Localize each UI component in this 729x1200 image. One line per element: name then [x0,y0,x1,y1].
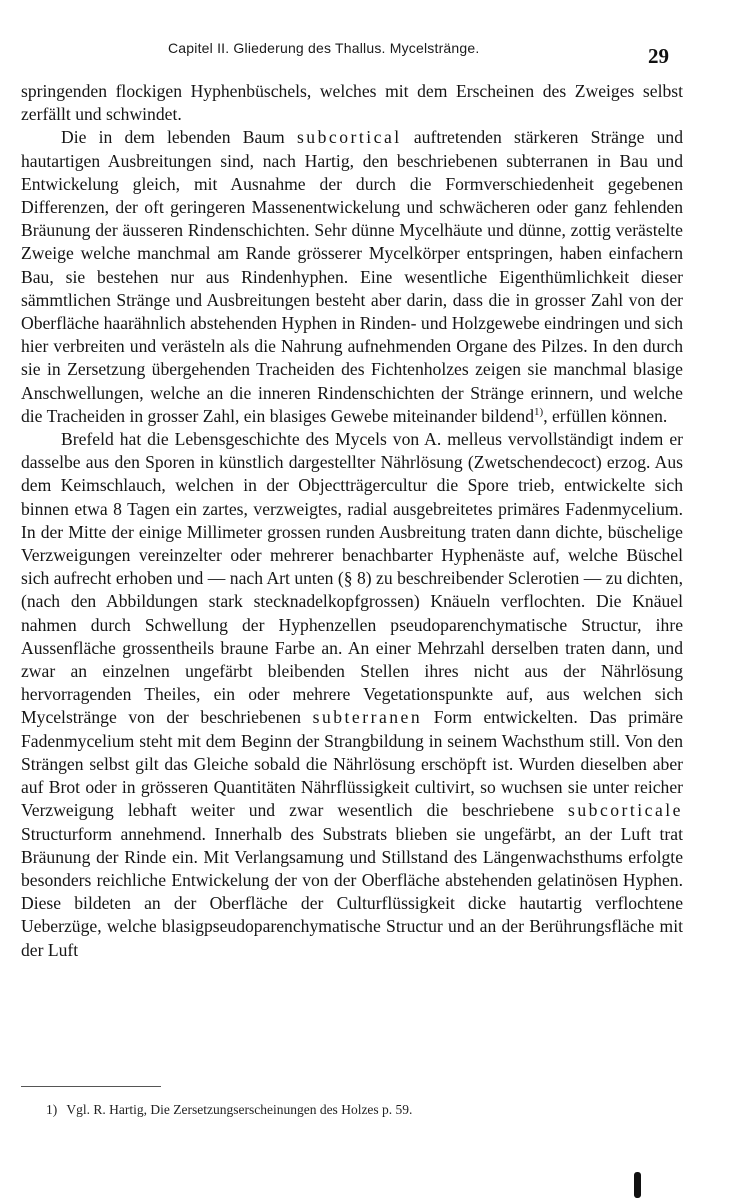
footnote [46,1102,412,1118]
paragraph [21,126,683,428]
paragraph [21,428,683,962]
paragraph [21,80,683,126]
spaced-term: subterranen [312,707,423,728]
footnote-text: Vgl. R. Hartig, Die Zersetzungserscheinungen des Holzes p. 59. [66,1102,413,1117]
page-header [0,38,729,68]
body-text [21,80,683,962]
footnote-reference: 1) [534,405,544,418]
spaced-term: subcortical [296,127,402,148]
running-head: Capitel II. Gliederung des Thallus. Mycelstränge. [168,40,480,56]
text-run: Die in dem lebenden Baum [61,127,297,148]
page-number: 29 [648,44,669,68]
text-run: auftretenden stärkeren Stränge und hautartigen Ausbreitungen sind, nach Hartig, den beschriebenen subterranen in Bau und Entwickelung gleich, mit Ausnahme der durch die Formverschiedenheit gegebenen Differenzen, der oft geringeren Massenentwickelung und schwächeren oder ganz fehlenden Bräunung der äusseren Rindenschichten. Sehr dünne Mycelhäute und dünne, zottig verästelte Zweige welche manchmal am Rande grösserer Mycelkörper entspringen, haben einfachern Bau, sie bestehen nur aus Rindenhyphen. Eine wesentliche Eigenthümlichkeit dieser sämmtlichen Stränge und Ausbreitungen besteht aber darin, dass die in grosser Zahl von der Oberfläche haarähnlich abstehenden Hyphen in Rinden- und Holzgewebe eindringen und sich hier verbreiten und verästeln als die Nahrung aufnehmenden Organe des Pilzes. In den durch sie in Zersetzung übergehenden Tracheiden des Fichtenholzes zeigen sie manchmal blasige Anschwellungen, welche an die inneren Rindenschichten der Stränge erinnern, und welche die Tracheiden in grosser Zahl, ein blasiges Gewebe miteinander bildend [21,127,683,426]
footnote-mark: 1) [46,1102,58,1117]
text-run: springenden flockigen Hyphenbüschels, welches mit dem Erscheinen des Zweiges selbst zerfällt und schwindet. [21,81,683,125]
text-run: Structurform annehmend. Innerhalb des Substrats blieben sie ungefärbt, an der Luft trat Bräunung der Rinde ein. Mit Verlangsamung und Stillstand des Längenwachsthums erfolgte besonders reichliche Entwickelung der von der Oberfläche abstehenden gelatinösen Hyphen. Diese bildeten an der Oberfläche der Culturflüssigkeit dicke hautartig verflochtene Ueberzüge, welche blasigpseudoparenchymatische Structur und an der Berührungsfläche mit der Luft [21,823,683,960]
text-run: Brefeld hat die Lebensgeschichte des Mycels von A. melleus vervollständigt indem er dasselbe aus den Sporen in künstlich dargestellter Nährlösung (Zwetschendecoct) erzog. Aus dem Keimschlauch, welchen in der Objectträgercultur die Spore trieb, entwickelte sich binnen etwa 8 Tagen ein zartes, verzweigtes, radial ausgebreitetes primäres Fadenmycelium. In der Mitte der einige Millimeter grossen runden Ausbreitung traten dann dichte, büschelige Verzweigungen vereinzelter oder mehrerer benachbarter Hyphenäste auf, welche Büschel sich aufrecht erhoben und — nach Art unten (§ 8) zu beschreibender Sclerotien — zu dichten, (nach den Abbildungen stark stecknadelkopfgrossen) Knäueln verflochten. Die Knäuel nahmen durch Schwellung der Hyphenzellen pseudoparenchymatische Structur, ihre Aussenfläche grossentheils braune Farbe an. An einer Mehrzahl derselben traten dann, und zwar an einzelnen ungefärbt bleibenden Stellen ihres nicht aus der Nährlösung hervorragenden Theiles, ein oder mehrere Vegetationspunkte auf, aus welchen sich Mycelstränge von der beschriebenen [21,429,683,728]
ink-blot [634,1172,641,1198]
text-run: Form entwickelten. Das primäre Fadenmycelium steht mit dem Beginn der Strangbildung in seinem Wachsthum still. Von den Strängen selbst gilt das Gleiche sobald die Nährlösung erschöpft ist. Wurden dieselben aber auf Brot oder in grösseren Quantitäten Nährflüssigkeit cultivirt, so wuchsen sie unter reicher Verzweigung lebhaft weiter und zwar wesentlich die beschriebene [21,707,683,821]
text-run: , erfüllen können. [543,405,668,426]
spaced-term: subcorticale [568,800,683,821]
footnote-rule [21,1086,161,1087]
